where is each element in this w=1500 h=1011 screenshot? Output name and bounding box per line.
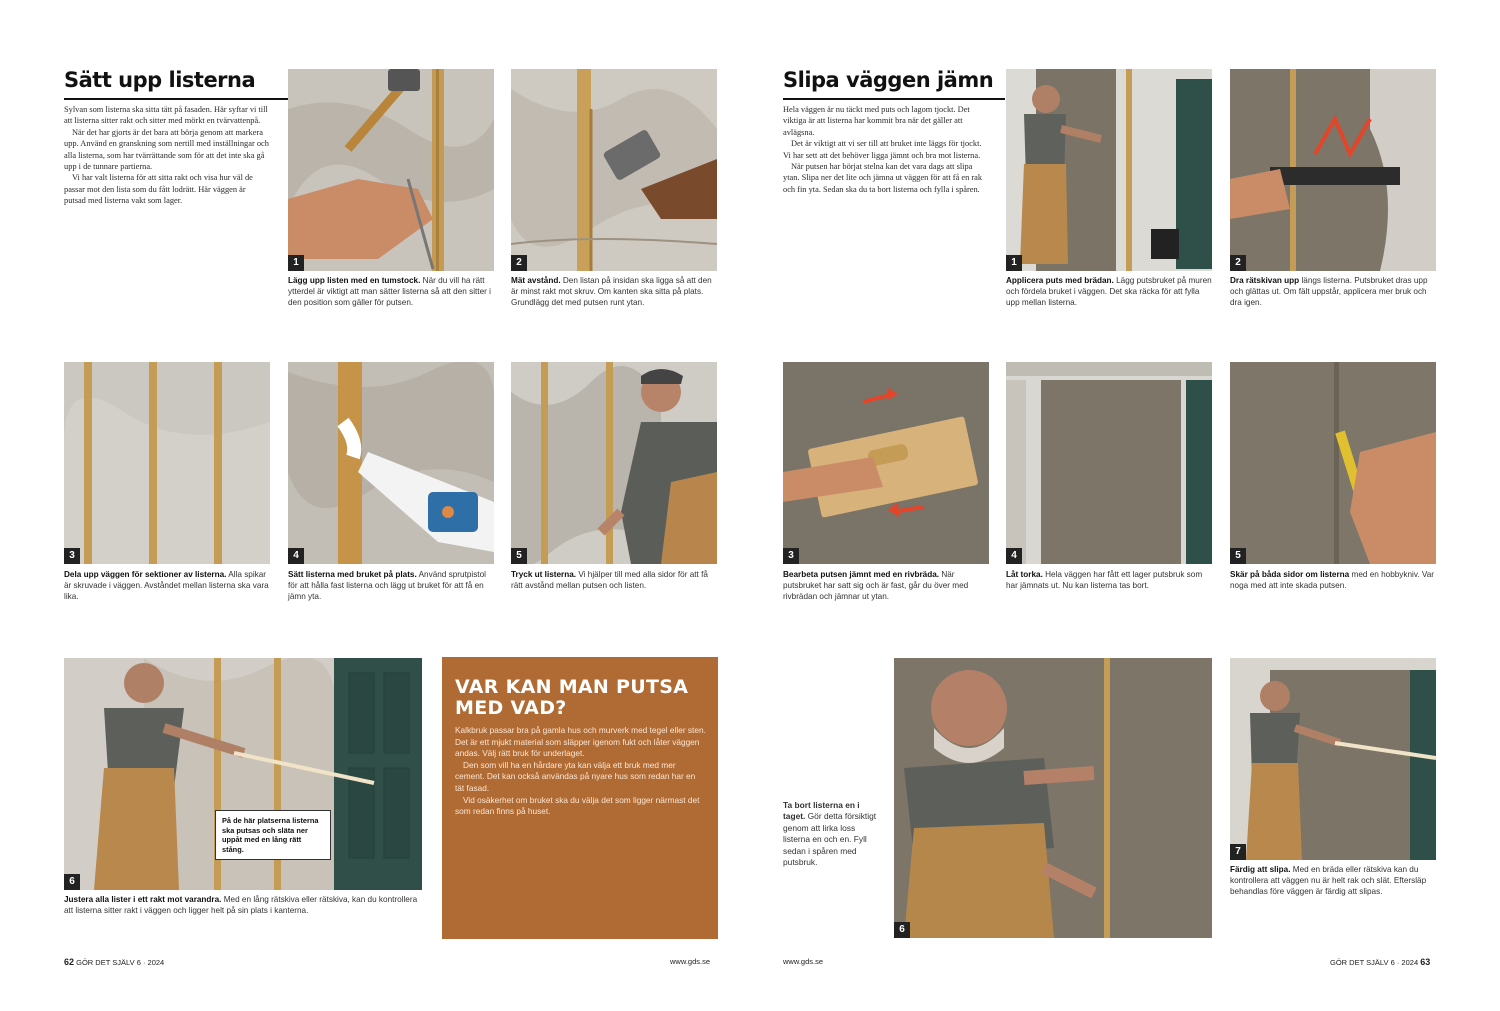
page-title: Sätt upp listerna (64, 68, 256, 92)
caption-text: med en hobbykniv. Var noga med att inte skada putsen. (1230, 570, 1435, 591)
caption-text: Hela väggen har fått ett lager putsbruk som har jämnats ut. Nu kan listerna tas bort. (1006, 570, 1203, 591)
hammer-nail-illustration (288, 69, 494, 271)
photo-step-4 (288, 362, 494, 564)
photo-caption (1006, 275, 1212, 309)
info-box-paragraph: Den som vill ha en hårdare yta kan välja ett bruk med mer cement. Det kan också användas på nyare hus som redan har en tät fasad. (455, 759, 696, 793)
photo-step-1 (1006, 69, 1212, 271)
page-title: Slipa väggen jämn (783, 68, 994, 92)
intro-paragraph: När det har gjorts är det bara att börja genom att markera upp. Använd en granskning som nertill med inställningar och alla listerna, som har tvärrättande som för att det inte ska gå upp i de tunnare partierna. (64, 127, 269, 172)
caption-text: längs listerna. Putsbruket dras upp och glättas ut. Om fält uppstår, applicera mer bruk och dra igen. (1230, 276, 1428, 308)
wall-battens-illustration (64, 362, 270, 564)
photo-caption (511, 275, 717, 309)
photo-caption (64, 569, 270, 603)
step-number: 4 (1006, 548, 1022, 564)
caption-lead: Dela upp väggen för sektioner av listerna. (64, 570, 227, 579)
caption-lead: Lägg upp listen med en tumstock. (288, 276, 421, 285)
photo-step-2 (1230, 69, 1436, 271)
step-number: 5 (1230, 548, 1246, 564)
photo-caption (511, 569, 717, 591)
caption-text: Alla spikar är skruvade i väggen. Avståndet mellan listerna ska vara lika. (64, 570, 269, 602)
photo-caption (783, 569, 989, 603)
intro-text (64, 104, 269, 207)
caption-text: Den listan på insidan ska ligga så att den är minst rakt mot skruv. Om kanten ska sitta på plats. Grundlägg det med putsen runt ytan. (511, 276, 712, 308)
caption-text: Gör detta försiktigt genom att lirka loss listerna en och en. Fyll sedan i spåren med putsbruk. (783, 811, 877, 868)
step-number: 2 (511, 255, 527, 271)
photo-caption (288, 569, 494, 603)
magazine-name: GÖR DET SJÄLV (76, 958, 135, 967)
issue-label: 6 · 2024 (1390, 958, 1419, 967)
intro-paragraph: Sylvan som listerna ska sitta tätt på fasaden. Här syftar vi till att listerna sitter rakt och sitter med mörkt en tvärvattenpå. (64, 105, 268, 126)
section-title-block (64, 68, 289, 100)
photo-step-1 (288, 69, 494, 271)
caption-text: Vi hjälper till med alla sidor för att få rätt avstånd mellan putsen och listen. (511, 570, 708, 591)
caption-text: När putsbruket har satt sig och är fast, går du över med rivbrädan och jämnar ut ytan. (783, 570, 969, 602)
finished-wall-illustration (1006, 362, 1212, 564)
caption-text: Lägg putsbruket på muren och fördela bruket i väggen. Det ska räcka för att fylla upp mellan listerna. (1006, 276, 1212, 308)
photo-step-5 (1230, 362, 1436, 564)
step-number: 6 (64, 874, 80, 890)
photo-callout: På de här platserna listerna ska putsas och släta ner uppåt med en lång rätt stång. (215, 810, 331, 860)
step-number: 5 (511, 548, 527, 564)
caption-lead: Skär på båda sidor om listerna (1230, 570, 1350, 579)
photo-caption (64, 894, 422, 916)
photo-caption (1230, 864, 1436, 898)
caption-text: Använd sprutpistol för att hålla fast listerna och lägg ut bruket för att få en jämn yta. (288, 570, 486, 602)
caulk-gun-illustration (288, 362, 494, 564)
photo-step-2 (511, 69, 717, 271)
photo-step-3 (64, 362, 270, 564)
step-number: 3 (64, 548, 80, 564)
info-box (442, 657, 718, 939)
title-rule (783, 98, 1005, 100)
info-box-paragraph: Vid osäkerhet om bruket ska du välja det som ligger närmast det som redan finns på huset. (455, 794, 700, 817)
intro-paragraph: Hela väggen är nu täckt med puts och lagom tjockt. Det viktiga är att listerna har kommit bra när det gäller att avlägsna. (783, 105, 970, 137)
brush-illustration (511, 69, 717, 271)
info-box-text (455, 725, 706, 818)
side-caption (783, 800, 881, 868)
caption-lead: Dra rätskivan upp (1230, 276, 1300, 285)
info-box-title: VAR KAN MAN PUTSA MED VAD? (455, 676, 689, 719)
caption-text: När du vill ha rätt ytterdel är viktigt att man sätter listerna så att den sitter i den position som gäller för putsen. (288, 276, 491, 308)
caption-lead: Färdig att slipa. (1230, 865, 1291, 874)
photo-step-4 (1006, 362, 1212, 564)
worker-press-illustration (511, 362, 717, 564)
screed-arrows-illustration (1230, 69, 1436, 271)
web-address: www.gds.se (783, 957, 824, 966)
caption-lead: Bearbeta putsen jämnt med en rivbräda. (783, 570, 940, 579)
caption-lead: Låt torka. (1006, 570, 1043, 579)
caption-lead: Justera alla lister i ett rakt mot varandra. (64, 895, 222, 904)
step-number: 1 (1006, 255, 1022, 271)
step-number: 4 (288, 548, 304, 564)
step-number: 7 (1230, 844, 1246, 860)
intro-paragraph: Det är viktigt att vi ser till att bruket inte läggs för tjockt. Vi har sett att det behöver ligga jämnt och bra mot listerna. (783, 139, 982, 160)
issue-label: 6 · 2024 (136, 958, 165, 967)
caption-lead: Sätt listerna med bruket på plats. (288, 570, 417, 579)
caption-lead: Ta bort listerna en i taget. (783, 800, 860, 822)
photo-caption (288, 275, 494, 309)
step-number: 1 (288, 255, 304, 271)
page-number: 62 (64, 957, 75, 967)
web-address: www.gds.se (670, 957, 711, 966)
caption-lead: Applicera puts med brädan. (1006, 276, 1114, 285)
caption-text: Med en lång rätskiva eller rätskiva, kan du kontrollera att listerna sitter rakt i väggen och ligger helt på sin plats i kanterna. (64, 895, 418, 916)
page-number: 63 (1420, 957, 1431, 967)
photo-step-3 (783, 362, 989, 564)
knife-cut-illustration (1230, 362, 1436, 564)
photo-caption (1006, 569, 1212, 591)
page-folio (1330, 957, 1430, 967)
page-folio (64, 957, 164, 967)
caption-lead: Tryck ut listerna. (511, 570, 577, 579)
plastering-worker-illustration (1006, 69, 1212, 271)
magazine-name: GÖR DET SJÄLV (1330, 958, 1389, 967)
step-number: 3 (783, 548, 799, 564)
final-check-illustration (1230, 658, 1436, 860)
step-number: 2 (1230, 255, 1246, 271)
intro-paragraph: Vi har valt listerna för att sitta rakt och visa hur väl de passar mot den lista som du fått lodrätt. Här väggen är putsad med listerna vakt som lager. (64, 173, 253, 206)
intro-paragraph: När putsen har börjat stelna kan det vara dags att slipa ytan. Slipa ner det lite och jämna ut väggen för att få en rak och fin yta. Sedan ska du ta bort listerna och fylla i spåren. (783, 162, 983, 194)
float-trowel-illustration (783, 362, 989, 564)
info-box-paragraph: Kalkbruk passar bra på gamla hus och murverk med tegel eller sten. Det är ett mjukt material som släpper igenom fukt och låter väggen andas. Välj rätt bruk för underlaget. (455, 725, 706, 759)
photo-step-5 (511, 362, 717, 564)
remove-batten-illustration (894, 658, 1212, 938)
title-rule (64, 98, 289, 100)
section-title-block (783, 68, 1005, 100)
photo-step-6 (894, 658, 1212, 938)
step-number: 6 (894, 922, 910, 938)
caption-lead: Mät avstånd. (511, 276, 561, 285)
right-page (750, 0, 1500, 1011)
caption-text: Med en bräda eller rätskiva kan du kontrollera att väggen nu är helt rak och slät. Eftersläp behandlas före väggen är färdig att slipas. (1230, 865, 1427, 897)
photo-caption (1230, 275, 1436, 309)
photo-caption (1230, 569, 1436, 591)
photo-step-7 (1230, 658, 1436, 860)
intro-text (783, 104, 988, 195)
